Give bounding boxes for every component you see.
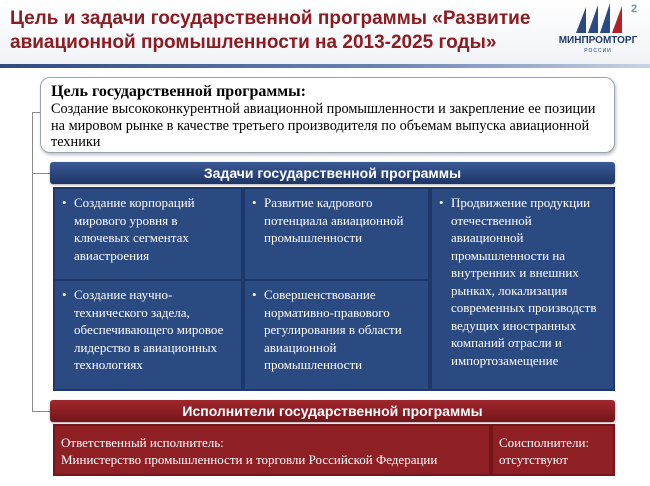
task-text-2: Развитие кадрового потенциала авиационной промышленности [264, 195, 404, 245]
goal-box [40, 77, 615, 153]
tasks-heading: Задачи государственной программы [50, 162, 615, 184]
task-cell-4 [55, 281, 241, 389]
title-line-2: авиационной промышленности на 2013-2025 годы» [10, 32, 497, 53]
title-line-1: Цель и задачи государственной программы «Развитие [10, 8, 531, 29]
tasks-grid [53, 187, 615, 391]
logo-subtitle: РОССИИ [584, 48, 612, 54]
task-text-1: Создание корпораций мирового уровня в ключевых сегментах авиастроения [74, 195, 195, 263]
goal-title: Цель государственной программы: [51, 83, 306, 100]
task-cell-3 [432, 189, 613, 389]
connector-branch-goal [32, 112, 40, 113]
task-cell-1 [55, 189, 241, 279]
task-cell-5 [245, 281, 428, 389]
responsible-executor-label: Ответственный исполнитель: [61, 435, 224, 450]
goal-text: Создание высококонкурентной авиационной промышленности и закрепление ее позиции на мировом рынке в качестве третьего производителя по объемам выпуска авиационной техники [51, 101, 596, 150]
header-divider [0, 64, 650, 68]
executors-heading: Исполнители государственной программы [50, 400, 615, 422]
responsible-executor-cell [55, 426, 489, 474]
connector-branch-executors [32, 411, 50, 412]
slide-header [0, 0, 650, 64]
page-number: 2 [631, 3, 638, 15]
executors-table [53, 424, 615, 476]
co-executors-label: Соисполнители: [499, 435, 590, 450]
minpromtorg-logo-icon [574, 3, 626, 35]
bullet-icon: • [62, 195, 67, 210]
connector-line [32, 112, 33, 412]
task-text-5: Совершенствование нормативно-правового регулирования в области авиационной промышленности [264, 287, 402, 372]
task-text-3: Продвижение продукции отечественной авиационной промышленности на внутренних и внешних рынках, локализация современных производств ведущих иностранных компаний отрасли и импортозамещение [451, 195, 597, 368]
connector-branch-tasks [32, 173, 50, 174]
bullet-icon: • [62, 287, 67, 302]
bullet-icon: • [439, 195, 444, 210]
task-text-4: Создание научно-технического задела, обеспечивающего мировое лидерство в авиационных технологиях [74, 287, 224, 372]
task-cell-2 [245, 189, 428, 279]
bullet-icon: • [252, 195, 257, 210]
co-executors-cell [493, 426, 613, 474]
co-executors-value: отсутствуют [499, 452, 568, 467]
bullet-icon: • [252, 287, 257, 302]
responsible-executor-value: Министерство промышленности и торговли Российской Федерации [61, 452, 438, 467]
logo-name: МИНПРОМТОРГ [558, 35, 638, 46]
slide-title [10, 7, 540, 55]
